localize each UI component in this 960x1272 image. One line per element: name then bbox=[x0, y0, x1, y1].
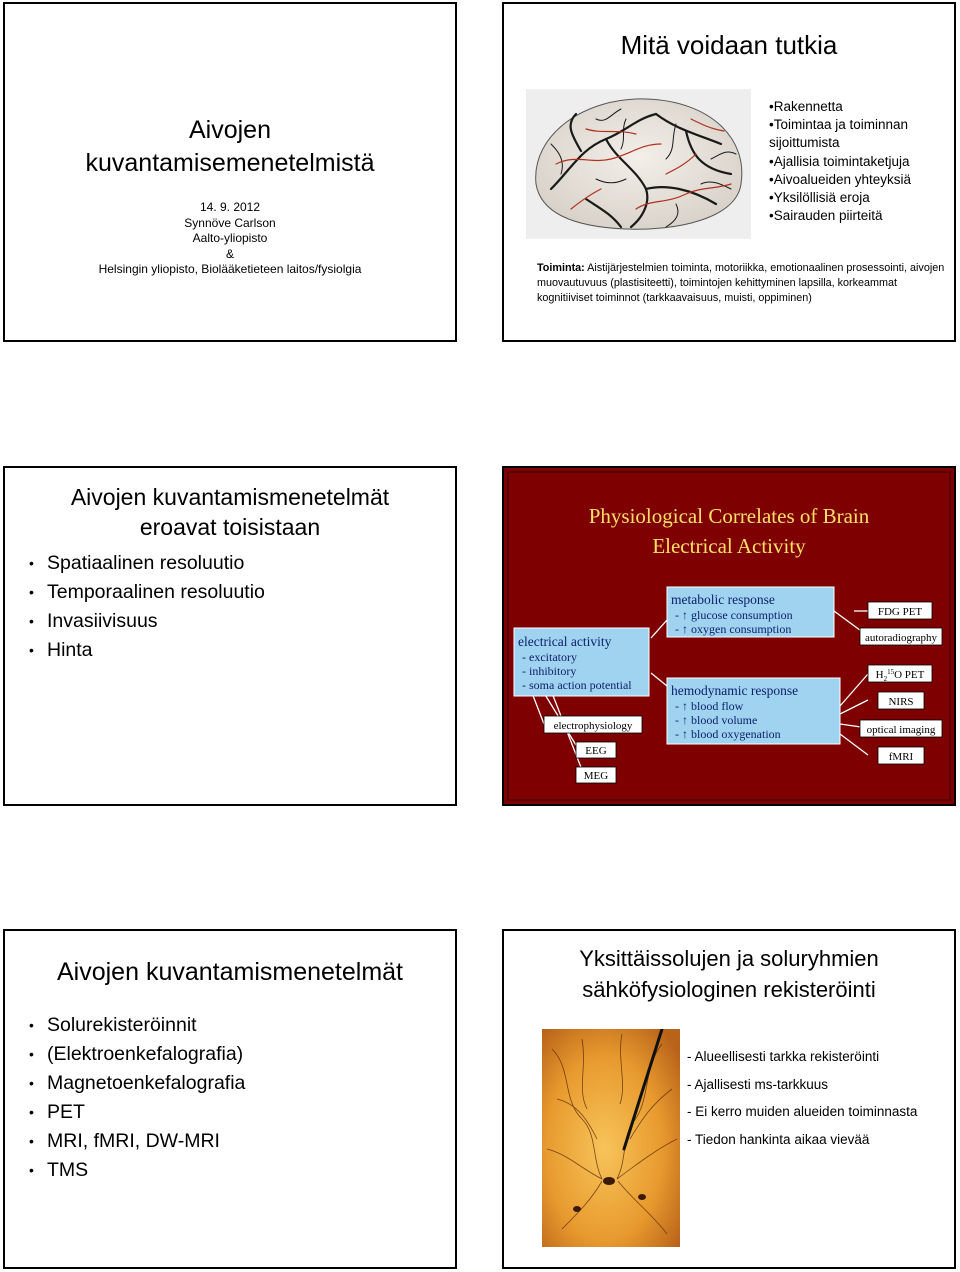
bullet-text: Magnetoenkefalografia bbox=[47, 1072, 246, 1094]
method-label: EEG bbox=[585, 745, 607, 757]
bullet-item bbox=[23, 1040, 245, 1069]
bullet-icon: • bbox=[29, 1133, 34, 1149]
slide-physiological-correlates bbox=[502, 466, 956, 806]
slide5-title: Aivojen kuvantamismenetelmät bbox=[57, 958, 403, 986]
diagram-title-line-2: Electrical Activity bbox=[652, 534, 806, 558]
bullet-item bbox=[23, 1156, 245, 1185]
bullet-icon: • bbox=[29, 613, 34, 629]
electrical-item: - soma action potential bbox=[522, 678, 632, 692]
bullet-text: Spatiaalinen resoluutio bbox=[47, 552, 245, 574]
electrical-heading: electrical activity bbox=[518, 634, 612, 649]
bullet-text: MRI, fMRI, DW-MRI bbox=[47, 1130, 220, 1152]
bullet-item bbox=[23, 1069, 245, 1098]
slide1-title bbox=[5, 114, 455, 180]
affiliation-1: Aalto-yliopisto bbox=[192, 231, 268, 245]
bullet-icon: • bbox=[29, 642, 34, 658]
hemodynamic-heading: hemodynamic response bbox=[671, 683, 799, 698]
criteria-list bbox=[23, 549, 265, 665]
bullet-text: TMS bbox=[47, 1159, 89, 1181]
author: Synnöve Carlson bbox=[184, 215, 276, 230]
hemodynamic-item: - ↑ blood volume bbox=[675, 713, 758, 727]
slide-single-cell-recording bbox=[502, 929, 956, 1269]
bullet-item bbox=[23, 1098, 245, 1127]
hemodynamic-item: - ↑ blood oxygenation bbox=[675, 727, 781, 741]
title-line-2: sähköfysiologinen rekisteröinti bbox=[582, 977, 876, 1002]
method-label: MEG bbox=[583, 770, 609, 782]
topic-item: sijoittumista bbox=[769, 135, 840, 151]
brain-vasculature-image bbox=[526, 89, 751, 239]
topic-item: •Sairauden piirteitä bbox=[769, 208, 883, 224]
affiliation-2: Helsingin yliopisto, Biolääketieteen laitos/fysiolgia bbox=[98, 262, 362, 276]
metabolic-heading: metabolic response bbox=[671, 592, 775, 607]
hemodynamic-item: - ↑ blood flow bbox=[675, 699, 744, 713]
date: 14. 9. 2012 bbox=[199, 200, 261, 214]
method-label: NIRS bbox=[888, 696, 914, 708]
method-label: fMRI bbox=[888, 751, 914, 763]
slide6-title bbox=[504, 943, 954, 1005]
bullet-item bbox=[23, 549, 265, 578]
topic-item: •Ajallisia toimintaketjuja bbox=[769, 153, 910, 169]
topic-item: •Rakennetta bbox=[769, 99, 843, 114]
method-label: optical imaging bbox=[866, 724, 936, 736]
slide-imaging-methods bbox=[3, 929, 457, 1269]
method-label: FDG PET bbox=[877, 606, 923, 618]
topic-list bbox=[769, 98, 911, 225]
title-line-2: kuvantamisemenetelmistä bbox=[85, 149, 375, 177]
title-line-2: eroavat toisistaan bbox=[139, 514, 321, 540]
topic-item: •Aivoalueiden yhteyksiä bbox=[769, 171, 912, 187]
bullet-icon: • bbox=[29, 1162, 34, 1178]
bullet-item bbox=[23, 1011, 245, 1040]
bullet-text: Solurekisteröinnit bbox=[47, 1014, 197, 1036]
methods-list bbox=[23, 1011, 245, 1185]
note-text: Aistijärjestelmien toiminta, motoriikka, emotionaalinen prosessointi, aivojen muovautuvuus (plastisiteetti), toimintojen kehittyminen lapsilla, korkeammat kognitiiviset toiminnot (tarkkaavaisuus, muisti, oppiminen) bbox=[537, 262, 945, 305]
property-item: - Ajallisesti ms-tarkkuus bbox=[687, 1076, 829, 1092]
bullet-item bbox=[23, 607, 265, 636]
neuron-electrode-image bbox=[542, 1029, 680, 1247]
note-label: Toiminta: bbox=[537, 262, 585, 274]
function-note bbox=[537, 261, 947, 307]
bullet-icon: • bbox=[29, 1075, 34, 1091]
property-item: - Tiedon hankinta aikaa vievää bbox=[687, 1131, 870, 1147]
bullet-icon: • bbox=[29, 555, 34, 571]
diagram-title-line-1: Physiological Correlates of Brain bbox=[588, 504, 870, 528]
method-label: autoradiography bbox=[864, 632, 938, 644]
bullet-item bbox=[23, 1127, 245, 1156]
bullet-icon: • bbox=[29, 1046, 34, 1062]
method-label-h2o-pet: $H_2^{15}O$ PET bbox=[875, 668, 925, 683]
bullet-text: PET bbox=[47, 1101, 85, 1123]
correlates-diagram bbox=[504, 468, 954, 804]
property-item: - Alueellisesti tarkka rekisteröinti bbox=[687, 1049, 880, 1064]
title-line-1: Aivojen bbox=[189, 116, 271, 144]
bullet-text: Hinta bbox=[47, 639, 93, 661]
bullet-item bbox=[23, 578, 265, 607]
bullet-text: Temporaalinen resoluutio bbox=[47, 581, 265, 603]
bullet-icon: • bbox=[29, 1104, 34, 1120]
bullet-text: Invasiivisuus bbox=[47, 610, 158, 632]
slide2-title: Mitä voidaan tutkia bbox=[620, 30, 838, 60]
title-line-1: Yksittäissolujen ja soluryhmien bbox=[579, 946, 879, 971]
bullet-icon: • bbox=[29, 1017, 34, 1033]
slide-what-can-be-studied bbox=[502, 2, 956, 342]
metabolic-item: - ↑ glucose consumption bbox=[675, 608, 793, 622]
bullet-item bbox=[23, 636, 265, 665]
ampersand: & bbox=[225, 246, 234, 261]
metabolic-item: - ↑ oxygen consumption bbox=[675, 622, 792, 636]
electrical-item: - excitatory bbox=[522, 650, 577, 664]
bullet-text: (Elektroenkefalografia) bbox=[47, 1043, 244, 1065]
slide1-meta bbox=[5, 200, 455, 278]
topic-item: •Yksilöllisiä eroja bbox=[769, 190, 870, 206]
slide-methods-differ bbox=[3, 466, 457, 806]
method-label: electrophysiology bbox=[553, 720, 633, 732]
topic-item: •Toimintaa ja toiminnan bbox=[769, 117, 909, 133]
properties-list bbox=[687, 1043, 917, 1153]
title-line-1: Aivojen kuvantamismenetelmät bbox=[70, 484, 390, 510]
bullet-icon: • bbox=[29, 584, 34, 600]
electrical-item: - inhibitory bbox=[522, 664, 577, 678]
property-item: - Ei kerro muiden alueiden toiminnasta bbox=[687, 1104, 918, 1119]
slide-title bbox=[3, 2, 457, 342]
slide3-title bbox=[5, 482, 455, 542]
